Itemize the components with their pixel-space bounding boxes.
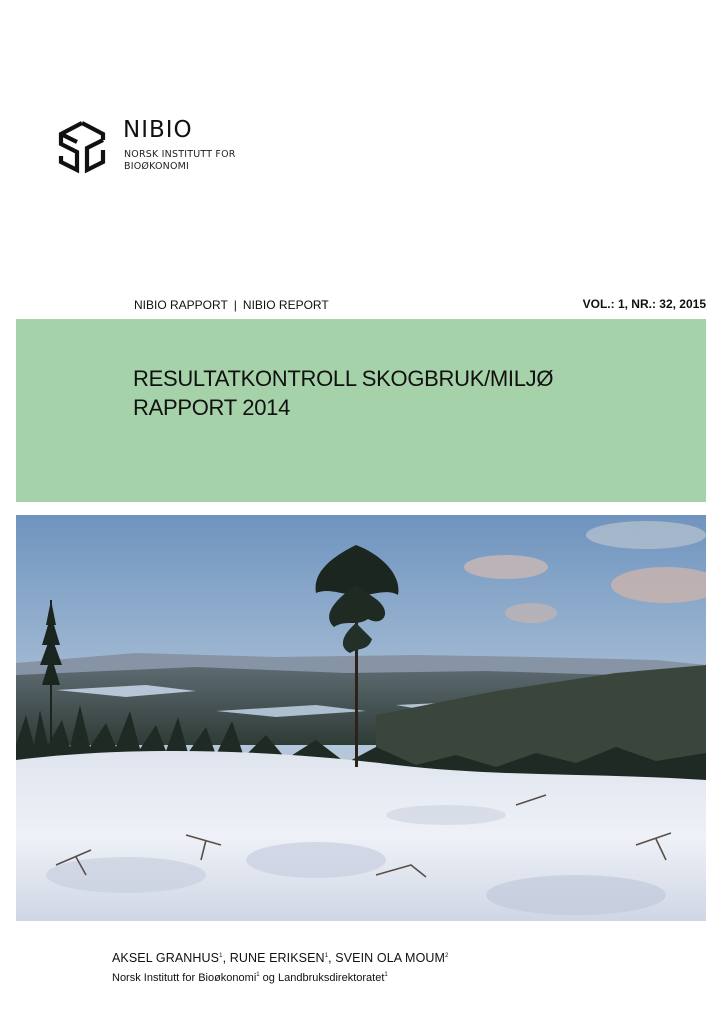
author-mark: 1: [219, 953, 223, 959]
author-name: SVEIN OLA MOUM: [335, 951, 446, 965]
cover-photo: [16, 515, 706, 921]
nibio-logo-icon: [57, 120, 107, 174]
author-mark: 2: [445, 953, 449, 959]
logo-subtitle-line2: BIOØKONOMI: [124, 161, 190, 172]
author-mark: 1: [324, 953, 329, 959]
logo-brand: NIBIO: [123, 117, 193, 143]
report-title-line2: RAPPORT 2014: [133, 395, 291, 420]
affiliation-mark2: 1: [384, 972, 388, 978]
affiliation-org2: Landbruksdirektoratet: [277, 972, 385, 984]
series-en: NIBIO REPORT: [242, 298, 329, 312]
affiliation-org1: Norsk Institutt for Bioøkonomi: [112, 972, 257, 984]
report-title: [133, 364, 553, 422]
author-separator: ,: [222, 951, 230, 965]
logo-subtitle-line1: NORSK INSTITUTT FOR: [124, 149, 236, 160]
affiliation: [112, 972, 388, 984]
report-series: [134, 298, 329, 312]
series-separator: |: [233, 298, 237, 312]
authors: [112, 951, 448, 965]
title-band: [16, 319, 706, 502]
series-no: NIBIO RAPPORT: [134, 298, 228, 312]
volume-number: VOL.: 1, NR.: 32, 2015: [582, 297, 706, 311]
author-separator: ,: [328, 951, 336, 965]
author-name: RUNE ERIKSEN: [229, 951, 325, 965]
report-title-line1: RESULTATKONTROLL SKOGBRUK/MILJØ: [133, 366, 554, 391]
author-name: AKSEL GRANHUS: [112, 951, 220, 965]
affiliation-joiner: og: [259, 972, 278, 984]
snowy-forest-landscape-photo: [16, 515, 706, 921]
logo-subtitle: [124, 149, 236, 173]
affiliation-mark1: 1: [256, 972, 260, 978]
nibio-logo: [57, 118, 257, 178]
